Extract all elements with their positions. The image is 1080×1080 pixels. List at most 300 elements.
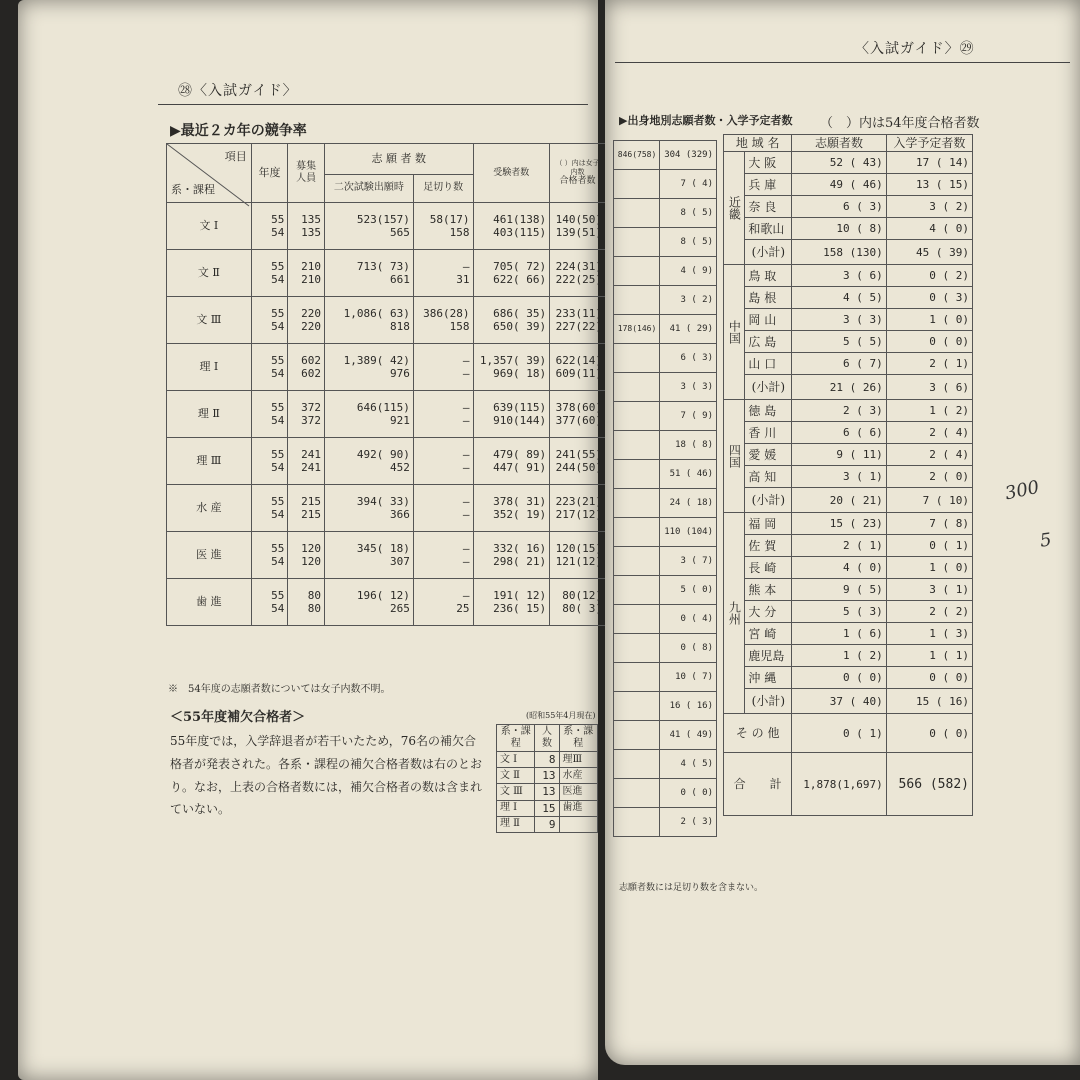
quota-cell [288,532,325,579]
quota-cell-line: 135 [301,212,321,226]
applicants-cell [324,438,413,485]
region-row [724,422,973,444]
strip-applicants [614,170,660,199]
prefecture-name: 鳥 取 [745,265,792,287]
strip-row [614,489,717,518]
strip-row [614,228,717,257]
table-header-row [167,144,606,175]
region-planned: 1 ( 2) [886,400,972,422]
applicants-cell-line: 492( 90) [356,447,410,461]
corner-cell [167,144,252,203]
passed-cell-line: 80( 3) [562,602,602,615]
course-name: 文 Ⅰ [167,203,252,250]
corner-top-label: 項目 [224,150,247,163]
year-cell-line: 55 [271,353,285,367]
applicants-cell-line: 565 [390,226,410,239]
region-planned: 4 ( 0) [886,218,972,240]
quota-cell-line: 602 [301,353,321,367]
year-cell-line: 54 [271,367,285,380]
cutoff-cell [413,485,473,532]
quota-cell-line: 215 [301,494,321,508]
prefecture-name: 福 岡 [745,513,792,535]
cutoff-cell [413,391,473,438]
passed-cell [550,203,606,250]
strip-row [614,199,717,228]
strip-applicants [614,576,660,605]
region-planned: 2 ( 4) [886,444,972,466]
small-count: 9 [535,816,559,832]
examinees-cell-line: 352( 19) [493,508,547,521]
year-cell-line: 55 [271,447,285,461]
region-applicants: 10 ( 8) [792,218,886,240]
course-name: 文 Ⅱ [167,250,252,297]
region-planned: 0 ( 2) [886,265,972,287]
passed-cell-line: 222(25) [555,273,602,286]
quota-cell-line: 80 [307,602,321,615]
strip-row [614,663,717,692]
examinees-cell [473,203,550,250]
strip-applicants [614,605,660,634]
region-row [724,174,973,196]
strip-planned: 18 ( 8) [660,431,717,460]
strip-planned: 4 ( 5) [660,750,717,779]
applicants-cell-line: 307 [390,555,410,568]
strip-planned: 5 ( 0) [660,576,717,605]
strip-applicants [614,634,660,663]
strip-row [614,170,717,199]
applicants-cell-line: 713( 73) [356,259,410,273]
quota-cell-line: 602 [301,367,321,380]
subtotal-planned: 15 ( 16) [886,689,972,714]
substitute-table [496,724,598,833]
strip-planned: 7 ( 4) [660,170,717,199]
right-note: （ ）内は54年度合格者数 [820,116,980,131]
right-title-strip: ▶出身地別志願者数・入学予定者数 [619,114,793,127]
strip-planned: 0 ( 0) [660,779,717,808]
cutoff-cell-line: — [462,400,470,414]
year-cell-line: 55 [271,306,285,320]
course-name: 水 産 [167,485,252,532]
course-name: 文 Ⅲ [167,297,252,344]
passed-cell [550,579,606,626]
strip-applicants [614,779,660,808]
region-planned: 13 ( 15) [886,174,972,196]
subtotal-planned: 3 ( 6) [886,375,972,400]
examinees-cell [473,532,550,579]
passed-cell-line: 217(12) [555,508,602,521]
quota-cell [288,297,325,344]
strip-footnote: 志願者数には足切り数を含まない。 [619,883,764,893]
region-planned: 3 ( 2) [886,196,972,218]
small-head-2: 系・課程 [559,725,597,752]
cutoff-cell [413,344,473,391]
subtotal-planned: 45 ( 39) [886,240,972,265]
examinees-cell-line: 332( 16) [493,541,547,555]
year-cell-line: 54 [271,461,285,474]
quota-cell [288,579,325,626]
region-planned: 2 ( 2) [886,601,972,623]
applicants-cell [324,532,413,579]
region-row [724,287,973,309]
passed-cell-line: 139(51) [555,226,602,239]
passed-cell-line: 224(31) [555,259,602,273]
subsection-body: 55年度では，入学辞退者が若干いたため，76名の補欠合格者が発表された。各系・課程の補欠合格者数は右のとおり。なお，上表の合格者数には，補欠合格者の数は含まれていない。 [170,734,483,817]
year-cell-line: 54 [271,320,285,333]
region-row [724,196,973,218]
quota-cell [288,485,325,532]
passed-cell [550,250,606,297]
region-row [724,535,973,557]
subtotal-applicants: 20 ( 21) [792,488,886,513]
subtotal-label: (小計) [745,689,792,714]
passed-cell [550,485,606,532]
strip-row [614,373,717,402]
table-row [167,391,606,438]
region-row [724,331,973,353]
strip-applicants: 846(758) [614,141,660,170]
prefecture-name: 長 崎 [745,557,792,579]
region-name: 中国 [724,265,745,400]
col-passed-note: （ ）内は女子内数 [555,159,600,176]
small-table-row [497,800,598,816]
cutoff-cell [413,297,473,344]
strip-applicants [614,518,660,547]
region-applicants: 2 ( 3) [792,400,886,422]
table-row [167,485,606,532]
strip-planned: 3 ( 3) [660,373,717,402]
region-applicants: 4 ( 0) [792,557,886,579]
cutoff-cell-line: — [462,414,470,427]
col-sub-apply: 二次試験出願時 [324,174,413,202]
year-cell-line: 55 [271,259,285,273]
strip-row [614,576,717,605]
strip-planned: 8 ( 5) [660,199,717,228]
subtotal-label: (小計) [745,375,792,400]
subtotal-label: (小計) [745,488,792,513]
applicants-cell [324,579,413,626]
applicants-cell-line: 265 [390,602,410,615]
quota-cell [288,250,325,297]
region-name: 近畿 [724,152,745,265]
strip-planned: 8 ( 5) [660,228,717,257]
region-applicants: 3 ( 3) [792,309,886,331]
strip-applicants [614,373,660,402]
cutoff-cell-line: 158 [449,226,470,239]
handwritten-note-2: 5 [1038,529,1053,552]
strip-applicants [614,808,660,837]
strip-applicants [614,721,660,750]
examinees-cell-line: 705( 72) [493,259,547,273]
year-cell-line: 54 [271,414,285,427]
applicants-cell-line: 976 [390,367,410,380]
substitute-table-body [497,752,598,833]
prefecture-name: 兵 庫 [745,174,792,196]
strip-planned: 6 ( 3) [660,344,717,373]
region-applicants: 5 ( 5) [792,331,886,353]
quota-cell-line: 120 [301,541,321,555]
partial-left-table [613,140,717,837]
strip-applicants: 178(146) [614,315,660,344]
examinees-cell [473,297,550,344]
prefecture-name: 鹿児島 [745,645,792,667]
table-row [167,203,606,250]
small-course: 文 Ⅲ [497,784,535,800]
subtotal-applicants: 37 ( 40) [792,689,886,714]
cutoff-cell-line: — [462,367,470,380]
small-course-2: 理Ⅲ [559,752,597,768]
subtotal-applicants: 21 ( 26) [792,375,886,400]
small-table-row [497,816,598,832]
examinees-cell-line: 1,357( 39) [479,353,547,367]
col-region-planned: 入学予定者数 [886,135,972,152]
region-planned: 7 ( 8) [886,513,972,535]
region-applicants: 6 ( 6) [792,422,886,444]
region-row [724,513,973,535]
region-planned: 0 ( 0) [886,667,972,689]
region-subtotal-row [724,375,973,400]
prefecture-name: 熊 本 [745,579,792,601]
region-planned: 2 ( 1) [886,353,972,375]
strip-row [614,402,717,431]
strip-row [614,518,717,547]
examinees-cell-line: 378( 31) [493,494,547,508]
strip-row [614,344,717,373]
passed-cell [550,391,606,438]
strip-planned: 51 ( 46) [660,460,717,489]
region-table-head [724,135,973,152]
year-cell [251,203,288,250]
left-footnote: ※ 54年度の志願者数については女子内数不明。 [168,684,391,695]
region-table [723,134,973,816]
passed-cell-line: 227(22) [555,320,602,333]
examinees-cell-line: 191( 12) [493,588,547,602]
strip-applicants [614,228,660,257]
prefecture-name: 高 知 [745,466,792,488]
course-name: 理 Ⅰ [167,344,252,391]
corner-bottom-label: 系・課程 [171,182,215,196]
strip-row [614,634,717,663]
passed-cell [550,532,606,579]
small-count: 8 [535,752,559,768]
region-row [724,152,973,174]
strip-row [614,141,717,170]
table-row [167,250,606,297]
strip-row [614,257,717,286]
competition-rate-table [166,143,606,626]
cutoff-cell-line: 386(28) [423,306,470,320]
total-row [724,753,973,816]
total-applicants: 1,878(1,697) [792,753,886,816]
strip-applicants [614,344,660,373]
cutoff-cell-line: — [462,461,470,474]
region-planned: 0 ( 0) [886,331,972,353]
region-applicants: 1 ( 6) [792,623,886,645]
other-row [724,714,973,753]
region-planned: 1 ( 0) [886,309,972,331]
prefecture-name: 山 口 [745,353,792,375]
strip-planned: 0 ( 8) [660,634,717,663]
examinees-cell [473,344,550,391]
small-course: 理 Ⅱ [497,816,535,832]
applicants-cell-line: 921 [390,414,410,427]
year-cell [251,485,288,532]
strip-planned: 7 ( 9) [660,402,717,431]
examinees-cell [473,250,550,297]
region-row [724,218,973,240]
region-applicants: 6 ( 7) [792,353,886,375]
year-cell-line: 55 [271,212,285,226]
table-row [167,579,606,626]
region-row [724,645,973,667]
prefecture-name: 和歌山 [745,218,792,240]
region-applicants: 15 ( 23) [792,513,886,535]
quota-cell-line: 372 [301,414,321,427]
section-title: ▶最近２カ年の競争率 [170,123,307,139]
prefecture-name: 徳 島 [745,400,792,422]
strip-applicants [614,431,660,460]
small-table-row [497,784,598,800]
region-applicants: 52 ( 43) [792,152,886,174]
applicants-cell [324,297,413,344]
cutoff-cell [413,438,473,485]
small-course: 文 Ⅱ [497,768,535,784]
handwritten-note-1: 300 [1003,476,1042,505]
small-course: 文 Ⅰ [497,752,535,768]
region-applicants: 9 ( 5) [792,579,886,601]
strip-planned: 3 ( 2) [660,286,717,315]
strip-planned: 16 ( 16) [660,692,717,721]
strip-applicants [614,547,660,576]
region-applicants: 0 ( 0) [792,667,886,689]
quota-cell-line: 241 [301,461,321,474]
region-planned: 0 ( 1) [886,535,972,557]
region-planned: 1 ( 3) [886,623,972,645]
examinees-cell-line: 969( 18) [493,367,547,380]
region-row [724,557,973,579]
region-row [724,667,973,689]
col-quota: 募集人員 [288,144,325,203]
cutoff-cell-line: — [462,555,470,568]
subtotal-label: (小計) [745,240,792,265]
course-name: 理 Ⅱ [167,391,252,438]
col-region: 地 域 名 [724,135,792,152]
other-applicants: 0 ( 1) [792,714,886,753]
region-subtotal-row [724,240,973,265]
small-course-2 [559,816,597,832]
cutoff-cell-line: — [462,508,470,521]
examinees-cell-line: 479( 89) [493,447,547,461]
strip-row [614,547,717,576]
small-table-row [497,768,598,784]
prefecture-name: 愛 媛 [745,444,792,466]
passed-cell-line: 121(12) [555,555,602,568]
cutoff-cell-line: 58(17) [429,212,470,226]
subtotal-planned: 7 ( 10) [886,488,972,513]
region-applicants: 6 ( 3) [792,196,886,218]
col-applicants: 志 願 者 数 [324,144,473,175]
small-course: 理 Ⅰ [497,800,535,816]
strip-row [614,605,717,634]
strip-planned: 0 ( 4) [660,605,717,634]
examinees-cell-line: 403(115) [493,226,547,239]
region-applicants: 9 ( 11) [792,444,886,466]
left-page [18,0,602,1080]
applicants-cell-line: 1,389( 42) [343,353,410,367]
region-row [724,444,973,466]
passed-cell-line: 622(14) [555,353,602,367]
year-cell-line: 55 [271,588,285,602]
applicants-cell-line: 394( 33) [356,494,410,508]
year-cell-line: 54 [271,273,285,286]
applicants-cell-line: 366 [390,508,410,521]
strip-applicants [614,257,660,286]
quota-cell-line: 215 [301,508,321,521]
col-passed-label: 合格者数 [559,175,596,186]
applicants-cell-line: 818 [390,320,410,333]
strip-row [614,721,717,750]
region-row [724,309,973,331]
prefecture-name: 大 阪 [745,152,792,174]
year-cell-line: 55 [271,494,285,508]
quota-cell-line: 220 [301,320,321,333]
examinees-cell-line: 298( 21) [493,555,547,568]
passed-cell-line: 140(50) [555,212,602,226]
course-name: 医 進 [167,532,252,579]
quota-cell [288,344,325,391]
cutoff-cell-line: — [462,353,470,367]
region-planned: 2 ( 4) [886,422,972,444]
strip-applicants [614,199,660,228]
right-page [605,0,1080,1065]
strip-row [614,779,717,808]
quota-cell-line: 80 [307,588,321,602]
applicants-cell-line: 345( 18) [356,541,410,555]
strip-applicants [614,663,660,692]
region-applicants: 49 ( 46) [792,174,886,196]
year-cell [251,344,288,391]
col-year: 年度 [251,144,288,203]
strip-row [614,808,717,837]
small-course-2: 水産 [559,768,597,784]
year-cell [251,579,288,626]
year-cell-line: 54 [271,555,285,568]
examinees-cell [473,579,550,626]
strip-row [614,315,717,344]
region-applicants: 2 ( 1) [792,535,886,557]
prefecture-name: 島 根 [745,287,792,309]
region-planned: 2 ( 0) [886,466,972,488]
applicants-cell [324,203,413,250]
examinees-cell-line: 910(144) [493,414,547,427]
cutoff-cell-line: — [462,447,470,461]
course-name: 理 Ⅲ [167,438,252,485]
region-subtotal-row [724,488,973,513]
examinees-cell-line: 447( 91) [493,461,547,474]
passed-cell [550,344,606,391]
applicants-cell-line: 452 [390,461,410,474]
strip-planned: 41 ( 29) [660,315,717,344]
year-cell-line: 54 [271,508,285,521]
examinees-cell [473,391,550,438]
passed-cell-line: 244(50) [555,461,602,474]
region-row [724,466,973,488]
strip-applicants [614,460,660,489]
region-name: 四国 [724,400,745,513]
cutoff-cell [413,532,473,579]
passed-cell-line: 378(60) [555,400,602,414]
competition-rate-body [167,203,606,626]
col-examinees: 受験者数 [473,144,550,203]
